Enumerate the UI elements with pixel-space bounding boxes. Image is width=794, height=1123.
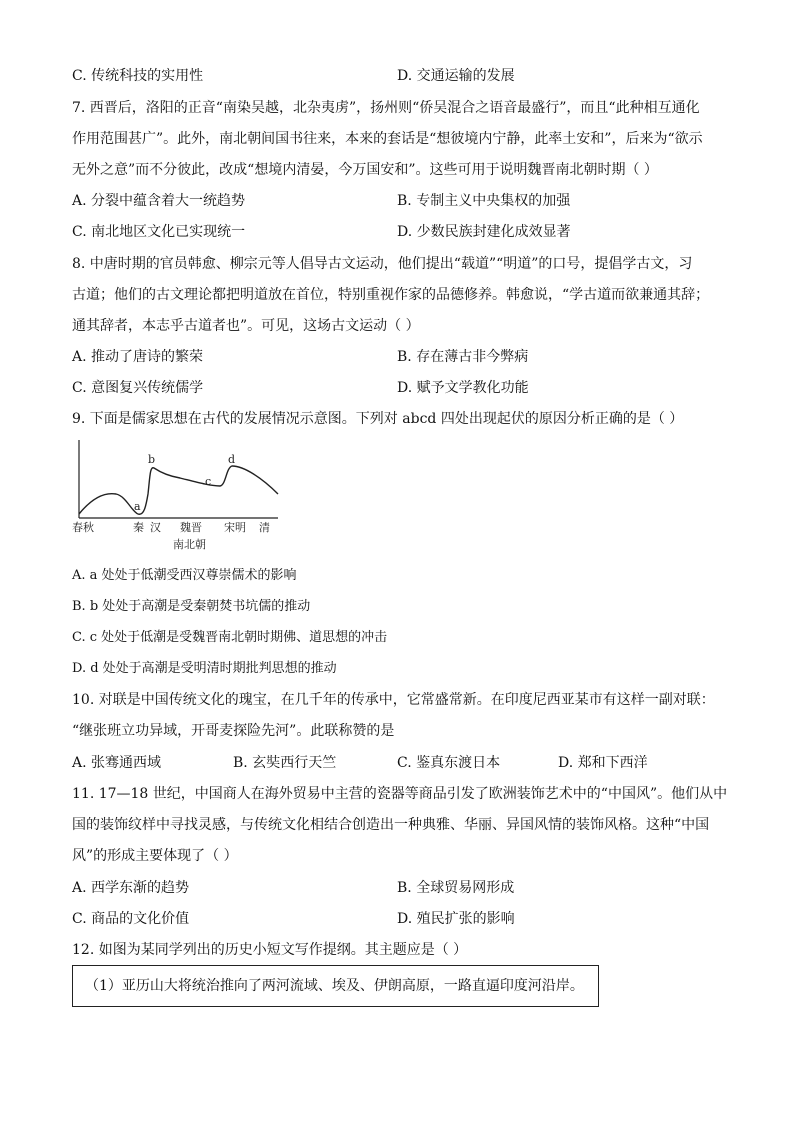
confucianism-trend-chart xyxy=(70,438,310,558)
q8-stem-line-2: 古道；他们的古文理论都把明道放在首位，特别重视作家的品德修养。韩愈说，“学古道而欲兼通其辞； xyxy=(72,287,710,303)
q8-option-c: C. 意图复兴传统儒学 xyxy=(72,380,204,396)
q11-option-a: A. 西学东渐的趋势 xyxy=(72,880,190,896)
label-a: a xyxy=(134,500,141,513)
q11-option-b: B. 全球贸易网形成 xyxy=(397,880,515,896)
q11-stem-line-1: 11. 17—18 世纪，中国商人在海外贸易中主营的瓷器等商品引发了欧洲装饰艺术中的“中国风”。他们从中 xyxy=(72,786,728,802)
q12-outline-box xyxy=(72,965,599,1007)
tick-label-qing: 清 xyxy=(259,521,270,534)
q10-option-a: A. 张骞通西域 xyxy=(72,755,162,771)
q8-stem-line-1: 8. 中唐时期的官员韩愈、柳宗元等人倡导古文运动，他们提出“载道”“明道”的口号，提倡学古文，习 xyxy=(72,256,693,272)
q9-option-b: B. b 处处于高潮是受秦朝焚书坑儒的推动 xyxy=(72,599,311,614)
tick-label-songming: 宋明 xyxy=(224,521,246,534)
q7-stem-line-2: 作用范围甚广”。此外，南北朝间国书往来，本来的套话是“想彼境内宁静，此率土安和”，后来为“欲示 xyxy=(72,131,703,147)
q7-stem-line-3: 无外之意”而不分彼此，改成“想境内清晏，今万国安和”。这些可用于说明魏晋南北朝时期（ ） xyxy=(72,162,658,178)
q9-option-a: A. a 处处于低潮受西汉尊崇儒术的影响 xyxy=(72,568,297,583)
q8-option-d: D. 赋予文学教化功能 xyxy=(397,380,529,396)
label-b: b xyxy=(148,453,156,466)
q7-stem-line-1: 7. 西晋后，洛阳的正音“南染吴越，北杂夷虏”，扬州则“侨吴混合之语音最盛行”，而且“此种相互通化 xyxy=(72,100,700,116)
tick-label-chunqiu: 春秋 xyxy=(72,521,94,534)
q9-option-c: C. c 处处于低潮是受魏晋南北朝时期佛、道思想的冲击 xyxy=(72,630,388,645)
q12-outline-item-1: （1）亚历山大将统治推向了两河流域、埃及、伊朗高原，一路直逼印度河沿岸。 xyxy=(85,978,584,994)
tick-label-han: 汉 xyxy=(150,521,161,534)
q9-stem: 9. 下面是儒家思想在古代的发展情况示意图。下列对 abcd 四处出现起伏的原因分析正确的是（ ） xyxy=(72,411,684,427)
label-c: c xyxy=(205,475,212,488)
tick-label-weijin: 魏晋 xyxy=(180,521,202,534)
trend-curve xyxy=(79,466,278,514)
q11-stem-line-2: 国的装饰纹样中寻找灵感，与传统文化相结合创造出一种典雅、华丽、异国风情的装饰风格。这种“中国 xyxy=(72,817,710,833)
q11-stem-line-3: 风”的形成主要体现了（ ） xyxy=(72,848,238,864)
q9-option-d: D. d 处处于高潮是受明清时期批判思想的推动 xyxy=(72,661,337,676)
q8-option-b: B. 存在薄古非今弊病 xyxy=(397,349,529,365)
tick-label-qin: 秦 xyxy=(133,521,144,534)
q10-option-c: C. 鉴真东渡日本 xyxy=(397,755,501,771)
q11-option-d: D. 殖民扩张的影响 xyxy=(397,911,515,927)
q7-option-a: A. 分裂中蕴含着大一统趋势 xyxy=(72,193,246,209)
q10-stem-line-1: 10. 对联是中国传统文化的瑰宝，在几千年的传承中，它常盛常新。在印度尼西亚某市有这样一副对联： xyxy=(72,692,715,708)
option-d: D. 交通运输的发展 xyxy=(397,68,515,84)
q8-stem-line-3: 通其辞者，本志乎古道者也”。可见，这场古文运动（ ） xyxy=(72,318,420,334)
option-c: C. 传统科技的实用性 xyxy=(72,68,204,84)
tick-label-nanbeichao: 南北朝 xyxy=(173,538,206,551)
q8-option-a: A. 推动了唐诗的繁荣 xyxy=(72,349,204,365)
label-d: d xyxy=(228,453,236,466)
q10-option-d: D. 郑和下西洋 xyxy=(558,755,648,771)
q12-stem: 12. 如图为某同学列出的历史小短文写作提纲。其主题应是（ ） xyxy=(72,942,468,958)
q7-option-b: B. 专制主义中央集权的加强 xyxy=(397,193,571,209)
q10-stem-line-2: “继张班立功异域，开哥麦探险先河”。此联称赞的是 xyxy=(72,723,395,739)
q11-option-c: C. 商品的文化价值 xyxy=(72,911,190,927)
q7-option-d: D. 少数民族封建化成效显著 xyxy=(397,224,571,240)
q10-option-b: B. 玄奘西行天竺 xyxy=(233,755,337,771)
q7-option-c: C. 南北地区文化已实现统一 xyxy=(72,224,246,240)
